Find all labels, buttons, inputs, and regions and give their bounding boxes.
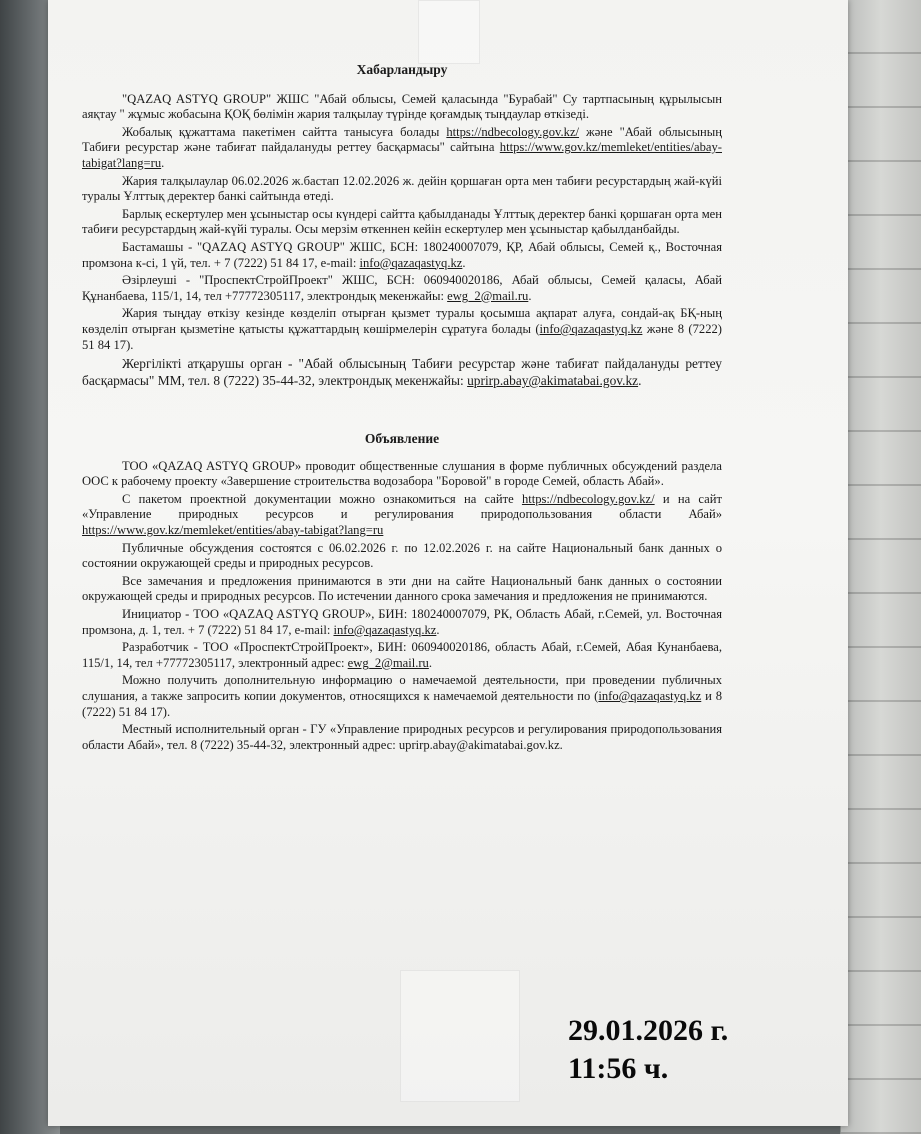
- kz-paragraph-6: Әзірлеуші - "ПроспектСтройПроект" ЖШС, БСН: 060940020186, Абай облысы, Семей қаласы, Абай Құнанбаева, 115/1, 14, тел +77772305117, электрондық мекенжайы: ewg_2@mail.ru.: [82, 273, 722, 303]
- ru-title: Объявление: [364, 431, 440, 447]
- kz-paragraph-8: Жергілікті атқарушы орган - "Абай облысының Табиғи ресурстар және табиғат пайдалануды реттеу басқармасы" ММ, тел. 8 (7222) 35-44-32, электрондық мекенжайы: uprirp.abay@akimatabai.gov.kz.: [82, 356, 722, 389]
- kz-paragraph-7: Жария тыңдау өткізу кезінде көзделіп отырған қызмет туралы қосымша ақпарат алуға, сондай-ақ БҚ-ның көзделіп отырған қызметіне қатысты құжаттардың көшірмелерін сұратуға болады (info@qazaqastyq.kz және 8 (7222) 51 84 17).: [82, 306, 722, 352]
- tape-bottom: [400, 970, 520, 1102]
- ru-paragraph-3: Публичные обсуждения состоятся с 06.02.2026 г. по 12.02.2026 г. на сайте Национальный банк данных о состоянии окружающей среды и природных ресурсов.: [82, 540, 722, 571]
- kz-title: Хабарландыру: [356, 62, 448, 77]
- kz-authority-email[interactable]: uprirp.abay@akimatabai.gov.kz: [467, 373, 639, 389]
- ru-paragraph-6: Разработчик - ТОО «ПроспектСтройПроект», БИН: 060940020186, область Абай, г.Семей, Абая Кунанбаева, 115/1, 14, тел +77772305117, электронный адрес: ewg_2@mail.ru.: [82, 640, 722, 670]
- section-spacer: [82, 391, 722, 431]
- ru-developer-email[interactable]: ewg_2@mail.ru: [347, 655, 429, 670]
- kz-paragraph-1: "QAZAQ ASTYQ GROUP" ЖШС "Абай облысы, Семей қаласында "Бурабай" Су тартпасының құрылысын аяқтау " жұмыс жобасына ҚОҚ бөлімін жария талқылау түрінде қоғамдық тыңдаулар өткізеді.: [82, 91, 722, 122]
- ru-paragraph-7: Можно получить дополнительную информацию о намечаемой деятельности, при проведении публичных слушания, а также запросить копии документов, относящихся к намечаемой деятельности по (info@qazaqastyq.kz и 8 (7222) 51 84 17).: [82, 673, 723, 719]
- kz-paragraph-4: Барлық ескертулер мен ұсыныстар осы күндері сайтта қабылданады Ұлттық деректер банкі қоршаған орта мен табиғи ресурстардың жай-күйі туралы. Осы мерзім өткеннен кейін ескертулер мен ұсыныстар қабылданбайды.: [82, 206, 722, 237]
- kz-link-gov[interactable]: https://www.gov.kz/memleket/entities/abay-tabigat?lang=ru: [82, 140, 722, 170]
- kz-info-email[interactable]: info@qazaqastyq.kz: [539, 321, 643, 336]
- ru-link-gov[interactable]: https://www.gov.kz/memleket/entities/abay-tabigat?lang=ru: [82, 523, 384, 538]
- ru-info-email[interactable]: info@qazaqastyq.kz: [598, 689, 702, 703]
- notice-content: [82, 62, 722, 755]
- ru-paragraph-5: Инициатор - ТОО «QAZAQ ASTYQ GROUP», БИН: 180240007079, РК, Область Абай, г.Семей, ул. Восточная промзона, д. 1, тел. + 7 (7222) 51 84 17, e-mail: info@qazaqastyq.kz.: [82, 607, 722, 637]
- kz-paragraph-3: Жария талқылаулар 06.02.2026 ж.бастап 12.02.2026 ж. дейін қоршаған орта мен табиғи ресурстардың жай-күйі туралы Ұлттық деректер банкі сайтында өтеді.: [82, 173, 722, 204]
- kz-link-ndbecology[interactable]: https://ndbecology.gov.kz/: [446, 124, 580, 139]
- kz-initiator-email[interactable]: info@qazaqastyq.kz: [359, 255, 463, 270]
- kz-paragraph-5: Бастамашы - "QAZAQ ASTYQ GROUP" ЖШС, БСН: 180240007079, ҚР, Абай облысы, Семей қ., Восточная промзона к-сі, 1 үй, тел. + 7 (7222) 51 84 17, e-mail: info@qazaqastyq.kz.: [82, 239, 722, 270]
- ru-link-ndbecology[interactable]: https://ndbecology.gov.kz/: [521, 491, 655, 506]
- stamp-date: 29.01.2026 г.: [568, 1014, 729, 1047]
- ru-paragraph-4: Все замечания и предложения принимаются в эти дни на сайте Национальный банк данных о состоянии окружающей среды и природных ресурсов. По истечении данного срока замечания и предложения не принимаются.: [82, 573, 722, 604]
- kz-developer-email[interactable]: ewg_2@mail.ru: [447, 288, 529, 303]
- kz-paragraph-2: Жобалық құжаттама пакетімен сайтта танысуға болады https://ndbecology.gov.kz/ және "Абай облысының Табиғи ресурстар және табиғат пайдалануды реттеу басқармасы" сайтына https://www.gov.kz/memleket/entities/abay-tabigat?lang=ru.: [82, 124, 722, 170]
- ru-paragraph-8: Местный исполнительный орган - ГУ «Управление природных ресурсов и регулирования природопользования области Абай», тел. 8 (7222) 35-44-32, электронный адрес: uprirp.abay@akimatabai.gov.kz.: [82, 722, 722, 752]
- stamp-time: 11:56 ч.: [568, 1052, 669, 1085]
- tape-top: [418, 0, 480, 64]
- ru-paragraph-1: ТОО «QAZAQ ASTYQ GROUP» проводит общественные слушания в форме публичных обсуждений раздела ООС к рабочему проекту «Завершение строительства водозабора "Боровой" в городе Семей, область Абай».: [82, 458, 722, 489]
- background-brick-wall: [841, 0, 921, 1134]
- ru-paragraph-2: С пакетом проектной документации можно ознакомиться на сайте https://ndbecology.gov.kz/ и на сайт «Управление природных ресурсов и регулирования природопользования области Абай» https://www.gov.kz/memleket/entities/abay-tabigat?lang=ru: [82, 491, 722, 538]
- date-time-stamp: [568, 1012, 788, 1088]
- ru-initiator-email[interactable]: info@qazaqastyq.kz: [333, 622, 437, 637]
